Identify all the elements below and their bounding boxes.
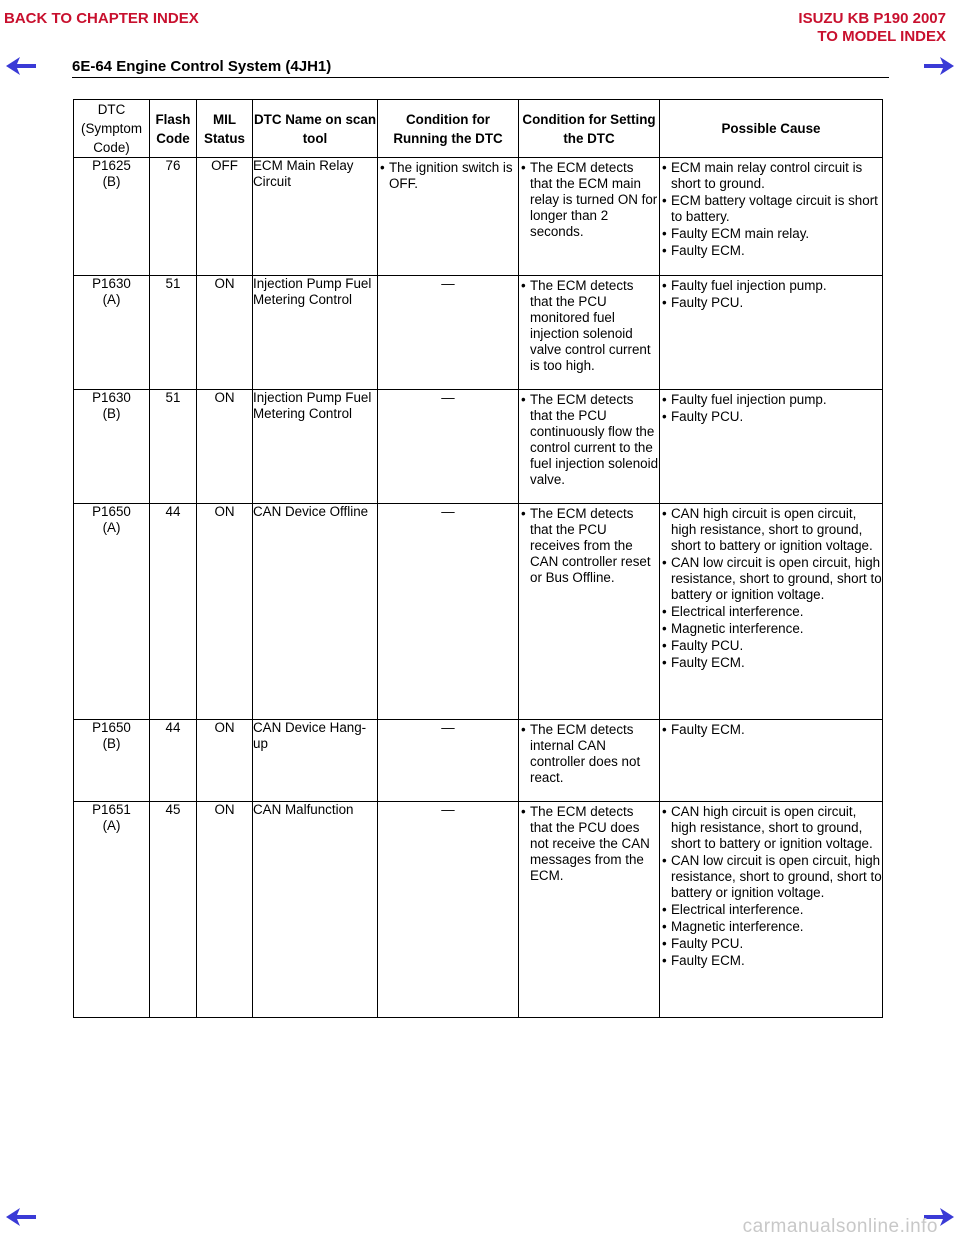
dtc-code: P1625 xyxy=(92,158,131,173)
header-running-condition: Condition for Running the DTC xyxy=(378,100,519,158)
mil-status: ON xyxy=(214,390,235,405)
dtc-name: CAN Device Hang-up xyxy=(253,720,367,751)
symptom-code: (B) xyxy=(102,406,121,421)
setting-condition-cell xyxy=(519,504,660,720)
table-row xyxy=(74,390,883,504)
possible-cause-item: • Faulty PCU. xyxy=(660,936,882,952)
header-dtc: DTC (Symptom Code) xyxy=(74,100,150,158)
symptom-code: (A) xyxy=(102,520,121,535)
possible-cause-item: • Magnetic interference. xyxy=(660,621,882,637)
no-condition-dash: — xyxy=(441,802,455,817)
mil-status-cell xyxy=(197,504,253,720)
setting-condition-item: • The ECM detects that the PCU does not receive the CAN messages from the ECM. xyxy=(519,804,659,884)
possible-cause-list xyxy=(660,720,882,738)
setting-condition-item: • The ECM detects that the PCU receives from the CAN controller reset or Bus Offline. xyxy=(519,506,659,586)
possible-cause-cell xyxy=(660,276,883,390)
possible-cause-list xyxy=(660,802,882,969)
setting-condition-list xyxy=(519,802,659,884)
possible-cause-cell xyxy=(660,504,883,720)
possible-cause-item: • Faulty ECM. xyxy=(660,722,882,738)
table-row xyxy=(74,504,883,720)
setting-condition-list xyxy=(519,390,659,488)
running-condition-item: • The ignition switch is OFF. xyxy=(378,160,518,192)
possible-cause-item: • CAN low circuit is open circuit, high resistance, short to ground, short to battery or ignition voltage. xyxy=(660,555,882,603)
table-row xyxy=(74,158,883,276)
flash-code: 44 xyxy=(165,720,181,735)
possible-cause-item: • Magnetic interference. xyxy=(660,919,882,935)
no-condition-dash: — xyxy=(441,390,455,405)
flash-code-cell xyxy=(150,802,197,1018)
setting-condition-item: • The ECM detects that the PCU continuously flow the control current to the fuel injection solenoid valve. xyxy=(519,392,659,488)
mil-status-cell xyxy=(197,802,253,1018)
symptom-code: (A) xyxy=(102,292,121,307)
possible-cause-item: • Electrical interference. xyxy=(660,604,882,620)
possible-cause-cell xyxy=(660,390,883,504)
dtc-name-cell xyxy=(253,504,378,720)
setting-condition-list xyxy=(519,158,659,240)
table-row xyxy=(74,276,883,390)
symptom-code: (A) xyxy=(102,818,121,833)
setting-condition-list xyxy=(519,720,659,786)
running-condition-cell xyxy=(378,276,519,390)
possible-cause-item: • Faulty ECM main relay. xyxy=(660,226,882,242)
mil-status-cell xyxy=(197,158,253,276)
table-row xyxy=(74,720,883,802)
possible-cause-item: • Faulty fuel injection pump. xyxy=(660,278,882,294)
possible-cause-list xyxy=(660,504,882,671)
header-dtc-name: DTC Name on scan tool xyxy=(253,100,378,158)
possible-cause-item: • Faulty ECM. xyxy=(660,655,882,671)
mil-status: OFF xyxy=(211,158,238,173)
mil-status-cell xyxy=(197,276,253,390)
running-condition-cell xyxy=(378,720,519,802)
flash-code-cell xyxy=(150,158,197,276)
flash-code: 45 xyxy=(165,802,181,817)
dtc-name: Injection Pump Fuel Metering Control xyxy=(253,390,372,421)
flash-code-cell xyxy=(150,390,197,504)
flash-code-cell xyxy=(150,276,197,390)
possible-cause-item: • Faulty PCU. xyxy=(660,638,882,654)
possible-cause-list xyxy=(660,276,882,311)
possible-cause-list xyxy=(660,158,882,259)
dtc-name-cell xyxy=(253,802,378,1018)
dtc-name: CAN Device Offline xyxy=(253,504,369,519)
page-title: 6E-64 Engine Control System (4JH1) xyxy=(72,58,332,75)
mil-status-cell xyxy=(197,720,253,802)
running-condition-cell xyxy=(378,504,519,720)
dtc-cell xyxy=(74,158,150,276)
possible-cause-item: • Faulty ECM. xyxy=(660,243,882,259)
mil-status: ON xyxy=(214,802,235,817)
dtc-code: P1630 xyxy=(92,390,131,405)
possible-cause-item: • CAN high circuit is open circuit, high resistance, short to ground, short to battery or ignition voltage. xyxy=(660,804,882,852)
dtc-cell xyxy=(74,276,150,390)
header-setting-condition: Condition for Setting the DTC xyxy=(519,100,660,158)
model-title: ISUZU KB P190 2007 xyxy=(798,10,946,27)
flash-code: 76 xyxy=(165,158,181,173)
mil-status: ON xyxy=(214,720,235,735)
dtc-code: P1630 xyxy=(92,276,131,291)
table-header-row xyxy=(74,100,883,158)
setting-condition-cell xyxy=(519,276,660,390)
mil-status-cell xyxy=(197,390,253,504)
setting-condition-list xyxy=(519,504,659,586)
flash-code: 51 xyxy=(165,390,181,405)
dtc-name-cell xyxy=(253,390,378,504)
setting-condition-cell xyxy=(519,390,660,504)
possible-cause-item: • CAN low circuit is open circuit, high resistance, short to ground, short to battery or ignition voltage. xyxy=(660,853,882,901)
header-mil-status: MIL Status xyxy=(197,100,253,158)
dtc-table xyxy=(73,99,883,1018)
symptom-code: (B) xyxy=(102,174,121,189)
previous-page-arrow-bottom-icon[interactable] xyxy=(6,1208,36,1226)
dtc-name: ECM Main Relay Circuit xyxy=(253,158,354,189)
dtc-cell xyxy=(74,802,150,1018)
setting-condition-cell xyxy=(519,802,660,1018)
previous-page-arrow-icon[interactable] xyxy=(6,57,36,75)
header-possible-cause: Possible Cause xyxy=(660,100,883,158)
possible-cause-item: • ECM battery voltage circuit is short to battery. xyxy=(660,193,882,225)
running-condition-cell xyxy=(378,158,519,276)
running-condition-list xyxy=(378,158,518,192)
possible-cause-cell xyxy=(660,158,883,276)
symptom-code: (B) xyxy=(102,736,121,751)
setting-condition-item: • The ECM detects that the PCU monitored fuel injection solenoid valve control current is too high. xyxy=(519,278,659,374)
flash-code: 44 xyxy=(165,504,181,519)
possible-cause-cell xyxy=(660,802,883,1018)
to-model-index-link[interactable]: TO MODEL INDEX xyxy=(817,28,946,45)
flash-code-cell xyxy=(150,720,197,802)
model-links xyxy=(798,10,946,46)
title-divider xyxy=(72,77,889,78)
setting-condition-cell xyxy=(519,158,660,276)
dtc-cell xyxy=(74,720,150,802)
dtc-code: P1650 xyxy=(92,720,131,735)
possible-cause-cell xyxy=(660,720,883,802)
header-flash-code: Flash Code xyxy=(150,100,197,158)
possible-cause-item: • Faulty PCU. xyxy=(660,409,882,425)
back-to-chapter-index-link[interactable]: BACK TO CHAPTER INDEX xyxy=(4,10,199,27)
possible-cause-item: • CAN high circuit is open circuit, high resistance, short to ground, short to battery or ignition voltage. xyxy=(660,506,882,554)
possible-cause-item: • Faulty PCU. xyxy=(660,295,882,311)
dtc-cell xyxy=(74,390,150,504)
mil-status: ON xyxy=(214,276,235,291)
possible-cause-item: • Faulty ECM. xyxy=(660,953,882,969)
possible-cause-item: • Faulty fuel injection pump. xyxy=(660,392,882,408)
dtc-name-cell xyxy=(253,720,378,802)
dtc-code: P1650 xyxy=(92,504,131,519)
dtc-name-cell xyxy=(253,158,378,276)
setting-condition-list xyxy=(519,276,659,374)
flash-code: 51 xyxy=(165,276,181,291)
next-page-arrow-icon[interactable] xyxy=(924,57,954,75)
flash-code-cell xyxy=(150,504,197,720)
setting-condition-cell xyxy=(519,720,660,802)
running-condition-cell xyxy=(378,802,519,1018)
watermark: carmanualsonline.info xyxy=(742,1216,938,1237)
possible-cause-item: • ECM main relay control circuit is short to ground. xyxy=(660,160,882,192)
dtc-name-cell xyxy=(253,276,378,390)
possible-cause-list xyxy=(660,390,882,425)
setting-condition-item: • The ECM detects that the ECM main relay is turned ON for longer than 2 seconds. xyxy=(519,160,659,240)
no-condition-dash: — xyxy=(441,276,455,291)
dtc-name: Injection Pump Fuel Metering Control xyxy=(253,276,372,307)
dtc-name: CAN Malfunction xyxy=(253,802,354,817)
table-row xyxy=(74,802,883,1018)
possible-cause-item: • Electrical interference. xyxy=(660,902,882,918)
no-condition-dash: — xyxy=(441,504,455,519)
dtc-code: P1651 xyxy=(92,802,131,817)
no-condition-dash: — xyxy=(441,720,455,735)
setting-condition-item: • The ECM detects internal CAN controller does not react. xyxy=(519,722,659,786)
dtc-cell xyxy=(74,504,150,720)
mil-status: ON xyxy=(214,504,235,519)
running-condition-cell xyxy=(378,390,519,504)
